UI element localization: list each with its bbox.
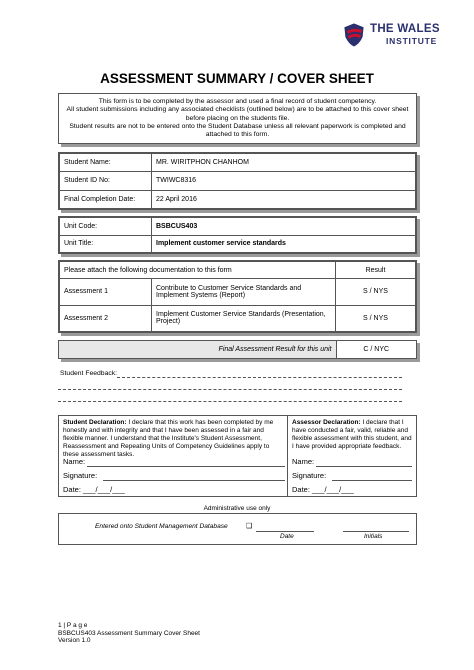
feedback-line[interactable] <box>58 401 402 402</box>
unit-details-table <box>58 216 417 254</box>
institute-logo <box>342 22 462 48</box>
student-date-field[interactable] <box>63 486 125 494</box>
student-signature-line[interactable] <box>103 480 285 481</box>
assessor-name-line[interactable] <box>316 466 412 467</box>
assessment-desc: Implement Customer Service Standards (Presentation, Project) <box>152 305 336 332</box>
page-number: 1 | P a g e <box>58 622 88 629</box>
shield-logo-icon <box>342 22 366 48</box>
student-date-label: Date: <box>63 485 81 494</box>
assessor-date-blank[interactable]: ___/___/___ <box>312 485 354 494</box>
student-id-label: Student ID No: <box>60 172 152 190</box>
unit-title-label: Unit Title: <box>60 235 152 253</box>
instruction-line: Student results are not to be entered onto the Student Database unless all relevant paperwork is completed and attached to this form. <box>69 122 406 139</box>
assessment-results-table <box>58 260 417 333</box>
student-date-blank[interactable]: ___/___/___ <box>83 485 125 494</box>
student-declaration-heading: Student Declaration: <box>63 419 127 426</box>
checkbox-icon[interactable]: ❑ <box>246 523 253 530</box>
assessment-label: Assessment 1 <box>60 279 152 306</box>
unit-title-value[interactable]: Implement customer service standards <box>152 235 416 253</box>
assessor-date-field[interactable] <box>292 486 354 494</box>
assessment-result[interactable]: S / NYS <box>336 305 416 332</box>
assessor-declaration <box>288 416 416 496</box>
final-result-label: Final Assessment Result for this unit <box>59 341 336 358</box>
assessor-declaration-heading: Assessor Declaration: <box>292 419 361 426</box>
result-header: Result <box>336 262 416 279</box>
admin-box <box>58 513 417 545</box>
attach-header: Please attach the following documentation to this form <box>60 262 336 279</box>
assessor-signature-line[interactable] <box>332 480 412 481</box>
assessment-result[interactable]: S / NYS <box>336 279 416 306</box>
admin-initials-line[interactable] <box>343 531 409 532</box>
table-row <box>60 279 416 306</box>
final-result-value[interactable]: C / NYC <box>336 341 416 358</box>
page-title: ASSESSMENT SUMMARY / COVER SHEET <box>100 71 374 86</box>
admin-heading: Administrative use only <box>203 505 271 512</box>
instruction-line: All student submissions including any associated checklists (outlined below) are to be attached to this cover sheet before placing on the students file. <box>66 106 409 122</box>
assessor-signature-field-label: Signature: <box>292 471 327 480</box>
student-name-value[interactable]: MR. WIRITPHON CHANHOM <box>152 154 416 172</box>
final-result-row <box>58 340 417 359</box>
student-name-label: Student Name: <box>60 154 152 172</box>
logo-text-line1: THE WALES <box>370 23 440 35</box>
student-details-table <box>58 152 417 210</box>
assessment-label: Assessment 2 <box>60 305 152 332</box>
completion-date-value[interactable]: 22 April 2016 <box>152 190 416 208</box>
assessor-date-label: Date: <box>292 485 310 494</box>
student-signature-field-label: Signature: <box>63 471 98 480</box>
assessment-desc: Contribute to Customer Service Standards and Implement Systems (Report) <box>152 279 336 306</box>
page-footer <box>58 622 200 645</box>
admin-entered-text: Entered onto Student Management Database <box>95 523 228 530</box>
unit-code-value[interactable]: BSBCUS403 <box>152 218 416 236</box>
admin-date-line[interactable] <box>256 531 314 532</box>
student-id-value[interactable]: TWIWC8316 <box>152 172 416 190</box>
instruction-line: This form is to be completed by the assessor and used a final record of student competency. <box>98 98 377 105</box>
completion-date-label: Final Completion Date: <box>60 190 152 208</box>
student-declaration-text: I declare that this work has been completed by me honestly and with integrity and that I have been assessed in a fair and flexible manner. I understand that the Institute's Student Assessment, Reassessment and Repeating Units of Competency Guidelines apply to these assessment tasks. <box>63 419 274 458</box>
assessor-name-field-label: Name: <box>292 457 315 466</box>
document-name: BSBCUS403 Assessment Summary Cover Sheet <box>58 629 200 637</box>
logo-text-line2: INSTITUTE <box>386 36 438 46</box>
table-row <box>60 305 416 332</box>
declaration-box <box>58 415 417 497</box>
assessor-declaration-text: I declare that I have conducted a fair, valid, reliable and flexible assessment with this student, and I have provided appropriate feedback. <box>292 419 412 450</box>
instructions-box <box>58 93 417 144</box>
admin-initials-caption: Initials <box>364 533 383 540</box>
unit-code-label: Unit Code: <box>60 218 152 236</box>
feedback-line[interactable] <box>117 377 402 378</box>
admin-date-caption: Date <box>280 533 294 540</box>
student-feedback-label: Student Feedback: <box>60 370 118 377</box>
student-name-field-label: Name: <box>63 457 86 466</box>
feedback-line[interactable] <box>58 389 402 390</box>
student-declaration <box>59 416 288 496</box>
student-name-line[interactable] <box>87 466 285 467</box>
document-version: Version 1.0 <box>58 637 91 645</box>
